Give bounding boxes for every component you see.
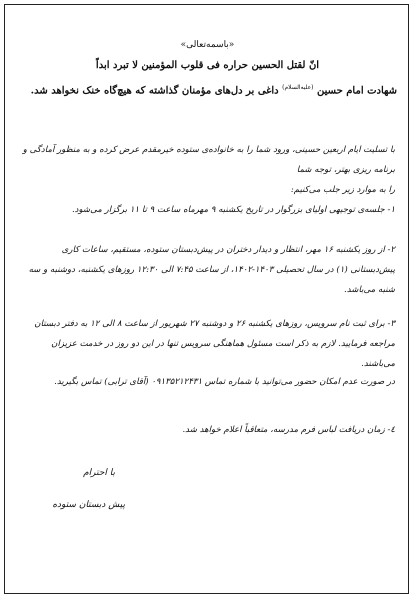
item-4: ٤- زمان دریافت لباس فرم مدرسه، متعاقباً اعلام خواهد شد. — [182, 425, 395, 435]
item-1: ۱- جلسه‌ی توجیهی اولیای بزرگوار در تاریخ یکشنبه ۹ مهرماه ساعت ۹ تا ۱۱ برگزار می‌شود. — [71, 205, 395, 215]
signature-text: پیش دبستان ستوده — [52, 500, 125, 510]
item-3: ۳- برای ثبت نام سرویس، روزهای یکشنبه ۲۶ و دوشنبه ۲۷ شهریور از ساعت ۸ الی ۱۲ به دفتر دبستان مراجعه فرمایید. لازم به ذکر است مسئول هماهنگی سرویس تنها در این دو روز در خدمت عزیزان می‌باشند. — [34, 319, 395, 369]
intro-before: شهادت امام حسین — [317, 85, 397, 97]
intro-after: داغی بر دل‌های مؤمنان گذاشته که هیچ‌گاه خنک نخواهد شد. — [30, 85, 279, 97]
hadith-quote: انّ لقتل الحسین حراره فی قلوب المؤمنین لا تبرد ابداً — [95, 60, 320, 71]
condolence-line-1: با تسلیت ایام اربعین حسینی، ورود شما را به خانواده‌ی ستوده خیرمقدم عرض کرده و به منظور آمادگی و برنامه ریزی بهتر، توجه شما — [22, 145, 395, 175]
condolence-paragraph — [15, 140, 395, 200]
intro-honorific: (علیه‌السلام) — [282, 84, 314, 91]
contact-line: در صورت عدم امکان حضور می‌توانید با شماره تماس ۰۹۱۳۵۲۱۲۴۳۱ (آقای ترابی) تماس بگیرید. — [54, 377, 395, 387]
closing-text: با احترام — [83, 468, 115, 478]
intro-line — [31, 84, 397, 96]
item-2: ۲- از روز یکشنبه ۱۶ مهر، انتظار و دیدار دختران در پیش‌دبستان ستوده، مستقیم، ساعات کاری پیش‌دبستانی (۱) در سال تحصیلی ۱۴۰۳-۱۴۰۲، از ساعت ۷:۴۵ الی ۱۲:۳۰ روزهای یکشنبه، دوشنبه و سه شنبه می‌باشد. — [28, 245, 395, 295]
basmala-heading: «باسمه‌تعالی» — [180, 40, 235, 50]
condolence-line-2: را به موارد زیر جلب می‌کنیم: — [290, 185, 395, 195]
